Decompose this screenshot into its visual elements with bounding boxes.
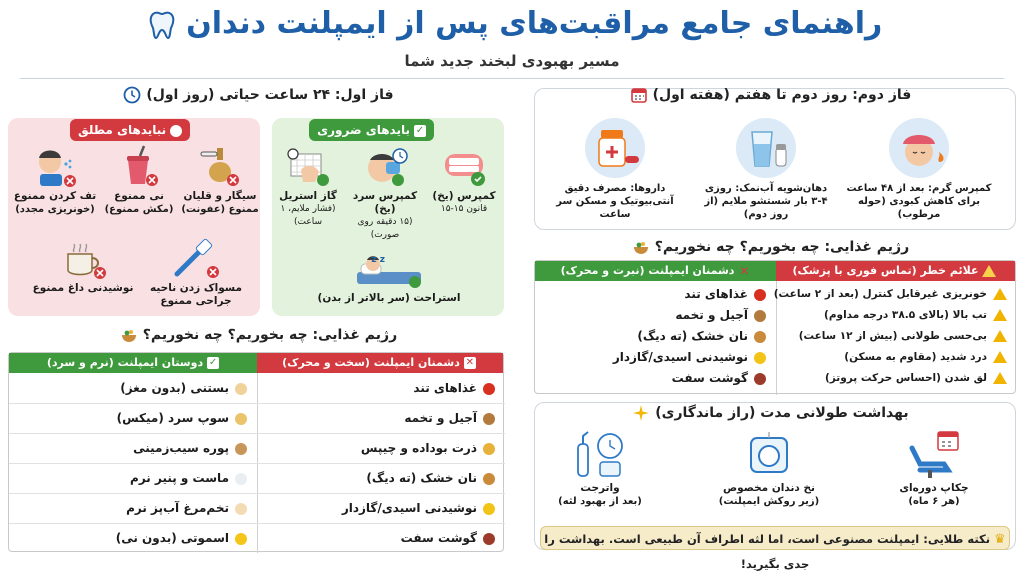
food-icon xyxy=(235,383,247,395)
header xyxy=(0,0,1024,80)
no-entry-icon xyxy=(170,125,182,137)
row-separator xyxy=(9,433,505,434)
diet1-table xyxy=(8,352,504,552)
diet2-table xyxy=(534,260,1016,394)
food-icon xyxy=(483,443,495,455)
enemy-food-row: نان خشک (ته دیگ) xyxy=(541,327,766,345)
salt-water-icon xyxy=(734,116,798,180)
musts-label: ✓بایدهای ضروری xyxy=(309,119,434,141)
food-icon xyxy=(754,310,766,322)
warning-icon xyxy=(993,351,1007,363)
phase1-column xyxy=(8,82,504,552)
row-separator xyxy=(9,403,505,404)
tooth-icon xyxy=(148,10,176,40)
medicine-icon xyxy=(583,116,647,180)
dont-item-straw: نی ممنوع (مکش ممنوع) xyxy=(100,146,178,216)
spitting-person-icon xyxy=(32,146,78,188)
check-icon: ✓ xyxy=(415,124,425,136)
dont-item-hot-drink: نوشیدنی داغ ممنوع xyxy=(28,240,138,295)
must-item-cold-compress: کمپرس سرد (یخ) (۱۵ دقیقه روی صورت) xyxy=(346,146,424,242)
calendar-icon xyxy=(630,86,648,104)
enemy-food-row: آجیل و تخمه xyxy=(263,409,495,427)
food-icon xyxy=(754,352,766,364)
friend-food-row: بستنی (بدون مغز) xyxy=(15,379,247,397)
row-separator xyxy=(9,463,505,464)
diet1-enemies-header: ✕دشمنان ایمپلنت (سخت و محرک) xyxy=(255,353,503,373)
header-divider xyxy=(20,78,1004,79)
svg-text:z z: z z xyxy=(371,255,385,265)
enemy-food-row: غذاهای تند xyxy=(541,285,766,303)
clock-icon xyxy=(123,86,141,104)
cross-icon: ✕ xyxy=(739,264,750,278)
warning-icon xyxy=(993,372,1007,384)
enemy-food-row: نوشیدنی اسیدی/گازدار xyxy=(263,499,495,517)
page-title: راهنمای جامع مراقبت‌های پس از ایمپلنت دندان xyxy=(0,6,1024,41)
cold-compress-icon xyxy=(362,146,408,188)
danger-header: علائم خطر (تماس فوری با پزشک) xyxy=(774,261,1015,281)
food-icon xyxy=(483,503,495,515)
dental-chair-icon xyxy=(904,430,964,480)
phase2-item-salt: دهان‌شویه آب‌نمک: روزی ۳-۴ بار شستشو ملایم (از روز دوم) xyxy=(696,116,836,221)
warning-icon xyxy=(993,309,1007,321)
crown-icon: ♛ xyxy=(994,532,1006,547)
food-icon xyxy=(235,473,247,485)
warning-icon xyxy=(982,265,996,277)
sparkle-icon xyxy=(632,404,650,422)
food-icon xyxy=(235,443,247,455)
waterjet-icon xyxy=(570,430,630,480)
check-icon: ✓ xyxy=(208,357,218,368)
phase1-title: فاز اول: ۲۴ ساعت حیاتی (روز اول) xyxy=(8,82,504,108)
cross-icon: ✕ xyxy=(465,357,475,368)
must-item-ice: کمپرس (یخ) قانون ۱۵-۱۵ xyxy=(428,146,500,216)
food-icon xyxy=(235,413,247,425)
food-icon xyxy=(754,373,766,385)
enemy-food-row: ذرت بوداده و چیپس xyxy=(263,439,495,457)
toothbrush-icon xyxy=(171,240,221,280)
straw-cup-icon xyxy=(116,146,162,188)
bowl-icon xyxy=(120,326,138,344)
danger-sign-row: درد شدید (مقاوم به مسکن) xyxy=(782,348,1007,366)
phase2-item-medicine: داروها: مصرف دقیق آنتی‌بیوتیک و مسکن سر ساعت xyxy=(540,116,690,221)
diet2-title: رژیم غذایی: چه بخوریم؟ چه نخوریم؟ xyxy=(520,234,1016,260)
warning-icon xyxy=(993,330,1007,342)
food-icon xyxy=(235,533,247,545)
dont-item-spitting: تف کردن ممنوع (خونریزی مجدد) xyxy=(12,146,98,216)
food-icon xyxy=(483,383,495,395)
diet1-friends-header: ✓دوستان ایمپلنت (نرم و سرد) xyxy=(9,353,257,373)
warm-towel-icon xyxy=(887,116,951,180)
danger-sign-row: خونریزی غیرقابل کنترل (بعد از ۲ ساعت) xyxy=(782,285,1007,303)
phase2-column xyxy=(520,82,1016,571)
danger-sign-row: بی‌حسی طولانی (بیش از ۱۲ ساعت) xyxy=(782,327,1007,345)
phase2-title: فاز دوم: روز دوم تا هفتم (هفته اول) xyxy=(520,82,1016,108)
enemy-food-row: نوشیدنی اسیدی/گازدار xyxy=(541,348,766,366)
hygiene-title: بهداشت طولانی مدت (راز ماندگاری) xyxy=(520,400,1016,426)
teeth-ice-icon xyxy=(441,146,487,188)
golden-tip: ♛نکته طلایی: ایمپلنت مصنوعی است، اما لثه اطراف آن طبیعی است. بهداشت را جدی بگیرید! xyxy=(540,526,1010,550)
danger-sign-row: لق شدن (احساس حرکت پروتز) xyxy=(782,369,1007,387)
donts-label: نبایدهای مطلق xyxy=(70,119,190,141)
enemy-food-row: غذاهای تند xyxy=(263,379,495,397)
floss-icon xyxy=(739,430,799,480)
phase2-item-warm: کمپرس گرم: بعد از ۴۸ ساعت برای کاهش کبودی (حوله مرطوب) xyxy=(844,116,994,221)
row-separator xyxy=(9,523,505,524)
food-icon xyxy=(483,413,495,425)
hot-cup-icon xyxy=(58,240,108,280)
food-icon xyxy=(483,473,495,485)
friend-food-row: اسموتی (بدون نی) xyxy=(15,529,247,547)
hygiene-item-waterjet: واترجت (بعد از بهبود لثه) xyxy=(540,430,660,508)
diet1-title: رژیم غذایی: چه بخوریم؟ چه نخوریم؟ xyxy=(8,322,504,348)
dont-item-toothbrush: مسواک زدن ناحیه جراحی ممنوع xyxy=(144,240,248,308)
diet2-enemies-header: ✕دشمنان ایمپلنت (نبرت و محرک) xyxy=(535,261,776,281)
danger-sign-row: تب بالا (بالای ۳۸.۵ درجه مداوم) xyxy=(782,306,1007,324)
friend-food-row: پوره سیب‌زمینی xyxy=(15,439,247,457)
hookah-icon xyxy=(197,146,243,188)
food-icon xyxy=(754,331,766,343)
food-icon xyxy=(483,533,495,545)
hygiene-item-floss: نخ دندان مخصوص (زیر روکش ایمپلنت) xyxy=(704,430,834,508)
warning-icon xyxy=(993,288,1007,300)
hygiene-item-checkup: چکاپ دوره‌ای (هر ۶ ماه) xyxy=(874,430,994,508)
dont-item-hookah: سیگار و قلیان ممنوع (عفونت) xyxy=(180,146,260,216)
bowl-icon xyxy=(632,238,650,256)
enemy-food-row: آجیل و تخمه xyxy=(541,306,766,324)
must-item-gauze: گاز استریل (فشار ملایم، ۱ ساعت) xyxy=(272,146,344,229)
gauze-hand-icon xyxy=(285,146,331,188)
friend-food-row: ماست و پنیر نرم xyxy=(15,469,247,487)
food-icon xyxy=(754,289,766,301)
friend-food-row: سوپ سرد (میکس) xyxy=(15,409,247,427)
sleeping-person-icon xyxy=(353,250,425,290)
friend-food-row: تخم‌مرغ آب‌پز نرم xyxy=(15,499,247,517)
row-separator xyxy=(9,493,505,494)
enemy-food-row: نان خشک (ته دیگ) xyxy=(263,469,495,487)
must-item-rest: z z استراحت (سر بالاتر از بدن) xyxy=(314,250,464,305)
subtitle: مسیر بهبودی لبخند جدید شما xyxy=(404,52,620,70)
food-icon xyxy=(235,503,247,515)
enemy-food-row: گوشت سفت xyxy=(541,369,766,387)
enemy-food-row: گوشت سفت xyxy=(263,529,495,547)
